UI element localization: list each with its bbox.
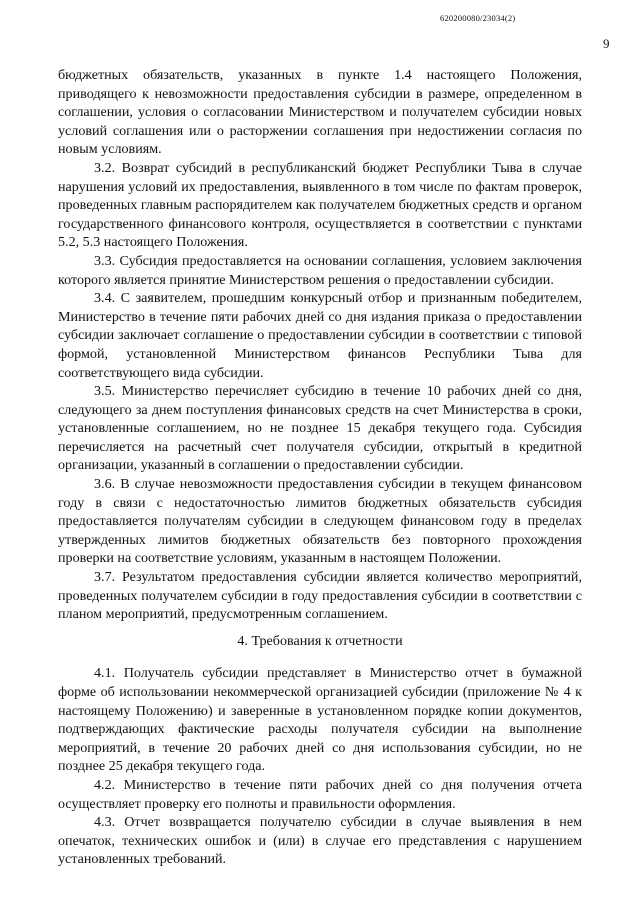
- document-body: [58, 66, 582, 869]
- paragraph-4-2: 4.2. Министерство в течение пяти рабочих дней со дня получения отчета осуществляет проверку его полноты и правильности оформления.: [58, 776, 582, 812]
- paragraph-3-2: 3.2. Возврат субсидий в республиканский бюджет Республики Тыва в случае нарушения условий их предоставления, выявленного в том числе по фактам проверок, проведенных главным распорядителем как получателем бюджетных средств и органом государственного финансового контроля, осуществляется в соответствии с пунктами 5.2, 5.3 настоящего Положения.: [58, 159, 582, 251]
- paragraph-3-3: 3.3. Субсидия предоставляется на основании соглашения, условием заключения которого является принятие Министерством решения о предоставлении субсидии.: [58, 252, 582, 288]
- paragraph-continuation: бюджетных обязательств, указанных в пункте 1.4 настоящего Положения, приводящего к невозможности предоставления субсидии в размере, определенном в соглашении, условия о согласовании Министерством и получателем субсидии новых условий соглашения или о расторжении соглашения при недостижении согласия по новым условиям.: [58, 67, 582, 158]
- page-number: 9: [603, 36, 610, 51]
- paragraph-4-1: 4.1. Получатель субсидии представляет в Министерство отчет в бумажной форме об использовании некоммерческой организацией субсидии (приложение № 4 к настоящему Положению) и заверенные в установленном порядке копии документов, подтверждающих фактические расходы получателя субсидии на выполнение мероприятий, в течение 20 рабочих дней со дня использования субсидии, но не позднее 25 декабря текущего года.: [58, 665, 582, 775]
- paragraph-3-5: 3.5. Министерство перечисляет субсидию в течение 10 рабочих дней со дня, следующего за днем поступления финансовых средств на счет Министерства в сроки, установленные соглашением, но не позднее 15 декабря текущего года. Субсидия перечисляется на расчетный счет получателя субсидии, открытый в кредитной организации, указанный в соглашении о предоставлении субсидии.: [58, 383, 582, 474]
- document-code: 620200080/23034(2): [440, 13, 516, 23]
- paragraph-3-7: 3.7. Результатом предоставления субсидии является количество мероприятий, проведенных получателем субсидии в году предоставления субсидии в соответствии с планом мероприятий, предусмотренным соглашением.: [58, 569, 582, 623]
- paragraph-3-4: 3.4. С заявителем, прошедшим конкурсный отбор и признанным победителем, Министерство в течение пяти рабочих дней со дня издания приказа о предоставлении субсидии заключает соглашение о предоставлении субсидии в соответствии с типовой формой, установленной Министерством финансов Республики Тыва для соответствующего вида субсидии.: [58, 290, 582, 381]
- paragraph-3-6: 3.6. В случае невозможности предоставления субсидии в текущем финансовом году в связи с недостаточностью лимитов бюджетных обязательств субсидия предоставляется получателям субсидии в следующем финансовом году в пределах утвержденных лимитов бюджетных обязательств без повторного прохождения проверки на соответствие условиям, указанным в настоящем Положении.: [58, 476, 582, 567]
- paragraph-4-3: 4.3. Отчет возвращается получателю субсидии в случае выявления в нем опечаток, технических ошибок и (или) в случае его представления с нарушением установленных требований.: [58, 814, 582, 868]
- section-title: 4. Требования к отчетности: [237, 632, 403, 649]
